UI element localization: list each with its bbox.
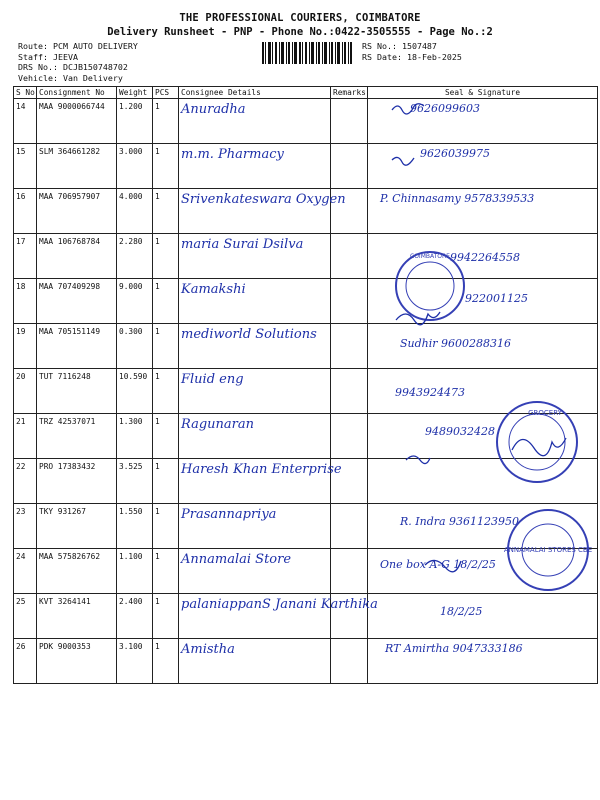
cell-consignee <box>179 549 331 594</box>
cell-pcs: 1 <box>153 369 179 414</box>
cell-sno: 24 <box>14 549 37 594</box>
cell-consignment: MAA 707409298 <box>37 279 117 324</box>
consignee-handwriting: Kamakshi <box>181 282 246 297</box>
col-header-sno: S No <box>14 87 37 99</box>
cell-consignee <box>179 99 331 144</box>
cell-pcs: 1 <box>153 504 179 549</box>
cell-remarks <box>331 144 368 189</box>
cell-consignee <box>179 414 331 459</box>
signature-handwriting: R. Indra 9361123950 <box>400 515 520 528</box>
table-row <box>14 99 598 144</box>
consignee-handwriting: Srivenkateswara Oxygen <box>181 192 346 207</box>
signature-handwriting: 9626039975 <box>420 147 490 160</box>
staff-label: Staff: JEEVA <box>18 51 78 62</box>
consignee-handwriting: Annamalai Store <box>181 552 292 567</box>
cell-sno: 21 <box>14 414 37 459</box>
cell-pcs: 1 <box>153 234 179 279</box>
cell-consignment: TUT 7116248 <box>37 369 117 414</box>
cell-consignment: MAA 706957907 <box>37 189 117 234</box>
cell-signature <box>368 144 598 189</box>
cell-consignee <box>179 504 331 549</box>
cell-pcs: 1 <box>153 324 179 369</box>
table-row <box>14 144 598 189</box>
col-header-consignment: Consignment No <box>37 87 117 99</box>
cell-consignment: TRZ 42537071 <box>37 414 117 459</box>
consignee-handwriting: Fluid eng <box>181 372 244 387</box>
cell-remarks <box>331 639 368 684</box>
cell-consignment: PRO 17383432 <box>37 459 117 504</box>
cell-weight: 1.550 <box>117 504 153 549</box>
signature-handwriting: 9626099603 <box>410 102 480 115</box>
signature-handwriting: RT Amirtha 9047333186 <box>385 642 523 655</box>
consignee-handwriting: Haresh Khan Enterprise <box>181 462 342 477</box>
drs-label: DRS No.: DCJB150748702 <box>18 62 128 72</box>
cell-signature <box>368 639 598 684</box>
signature-handwriting: P. Chinnasamy 9578339533 <box>380 192 535 205</box>
signature-handwriting: 922001125 <box>465 292 528 305</box>
cell-consignee <box>179 234 331 279</box>
table-row <box>14 504 598 549</box>
cell-sno: 14 <box>14 99 37 144</box>
barcode-icon <box>262 42 354 64</box>
consignee-handwriting: Ragunaran <box>181 417 254 432</box>
cell-sno: 18 <box>14 279 37 324</box>
table-row <box>14 459 598 504</box>
signature-handwriting: 9943924473 <box>395 386 465 399</box>
consignee-handwriting: Anuradha <box>181 102 246 117</box>
cell-sno: 20 <box>14 369 37 414</box>
table-header-row <box>14 87 598 99</box>
meta-left-block <box>18 41 138 83</box>
consignee-handwriting: palaniappanS Janani Karthika <box>181 597 378 612</box>
cell-sno: 25 <box>14 594 37 639</box>
rs-number-label: RS No.: 1507487 <box>362 41 437 51</box>
col-header-consignee: Consignee Details <box>179 87 331 99</box>
cell-sno: 19 <box>14 324 37 369</box>
cell-consignment: MAA 9000066744 <box>37 99 117 144</box>
cell-consignee <box>179 369 331 414</box>
stamp-2-text: GROCERY <box>528 409 562 417</box>
cell-signature <box>368 189 598 234</box>
cell-consignee <box>179 189 346 234</box>
cell-sno: 23 <box>14 504 37 549</box>
table-row <box>14 279 598 324</box>
cell-weight: 9.000 <box>117 279 153 324</box>
cell-consignment: MAA 106768784 <box>37 234 117 279</box>
table-row <box>14 234 598 279</box>
col-header-remarks: Remarks <box>331 87 368 99</box>
cell-weight: 3.525 <box>117 459 153 504</box>
cell-remarks <box>331 549 368 594</box>
signature-handwriting: 18/2/25 <box>440 605 483 618</box>
cell-pcs: 1 <box>153 279 179 324</box>
cell-consignment: SLM 364661282 <box>37 144 117 189</box>
table-row <box>14 549 598 594</box>
cell-pcs: 1 <box>153 189 179 234</box>
cell-remarks <box>331 279 368 324</box>
table-row <box>14 594 598 639</box>
signature-handwriting: 9942264558 <box>450 251 520 264</box>
cell-weight: 2.280 <box>117 234 153 279</box>
cell-remarks <box>331 414 368 459</box>
cell-weight: 3.100 <box>117 639 153 684</box>
cell-signature <box>368 549 598 594</box>
consignee-handwriting: Prasannapriya <box>181 507 277 522</box>
cell-weight: 3.000 <box>117 144 153 189</box>
cell-consignee <box>179 459 342 504</box>
cell-pcs: 1 <box>153 549 179 594</box>
meta-right-block <box>362 41 462 62</box>
signature-handwriting: 9489032428 <box>425 425 495 438</box>
cell-consignment: PDK 9000353 <box>37 639 117 684</box>
cell-signature <box>368 99 598 144</box>
cell-weight: 2.400 <box>117 594 153 639</box>
cell-weight: 1.200 <box>117 99 153 144</box>
table-row <box>14 414 598 459</box>
consignee-handwriting: mediworld Solutions <box>181 327 317 342</box>
col-header-seal: Seal & Signature <box>368 87 598 99</box>
vehicle-label: Vehicle: Van Delivery <box>18 72 123 83</box>
cell-consignment: TKY 931267 <box>37 504 117 549</box>
company-title: THE PROFESSIONAL COURIERS, COIMBATORE <box>179 12 421 24</box>
cell-consignee <box>179 279 331 324</box>
table-row <box>14 369 598 414</box>
cell-pcs: 1 <box>153 459 179 504</box>
table-row <box>14 324 598 369</box>
consignee-handwriting: maria Surai Dsilva <box>181 237 304 252</box>
cell-sno: 16 <box>14 189 37 234</box>
stamp-1-text: COIMBATORE <box>410 253 450 260</box>
cell-sno: 22 <box>14 459 37 504</box>
cell-signature <box>368 324 598 369</box>
route-label: Route: PCM AUTO DELIVERY <box>18 41 138 51</box>
cell-sno: 15 <box>14 144 37 189</box>
cell-consignment: MAA 705151149 <box>37 324 117 369</box>
cell-consignee <box>179 594 378 639</box>
cell-signature <box>368 504 598 549</box>
cell-consignment: KVT 3264141 <box>37 594 117 639</box>
cell-remarks <box>331 369 368 414</box>
runsheet-table <box>13 86 598 684</box>
stamp-3-text: ANNAMALAI STORES CBE <box>503 546 593 554</box>
cell-weight: 1.300 <box>117 414 153 459</box>
rs-date-label: RS Date: 18-Feb-2025 <box>362 51 462 62</box>
cell-weight: 0.300 <box>117 324 153 369</box>
consignee-handwriting: m.m. Pharmacy <box>181 147 284 162</box>
col-header-pcs: PCS <box>153 87 179 99</box>
cell-pcs: 1 <box>153 639 179 684</box>
col-header-weight: Weight <box>117 87 153 99</box>
cell-remarks <box>331 99 368 144</box>
cell-pcs: 1 <box>153 99 179 144</box>
cell-remarks <box>331 234 368 279</box>
cell-weight: 10.590 <box>117 369 153 414</box>
cell-weight: 4.000 <box>117 189 153 234</box>
cell-consignment: MAA 575826762 <box>37 549 117 594</box>
cell-signature <box>368 594 598 639</box>
table-row <box>14 639 598 684</box>
cell-pcs: 1 <box>153 414 179 459</box>
cell-signature <box>368 459 598 504</box>
runsheet-header <box>0 12 600 38</box>
cell-pcs: 1 <box>153 144 179 189</box>
cell-sno: 17 <box>14 234 37 279</box>
cell-signature <box>368 369 598 414</box>
signature-handwriting: Sudhir 9600288316 <box>400 337 512 350</box>
cell-consignee <box>179 639 331 684</box>
cell-signature <box>368 279 598 324</box>
cell-remarks <box>331 504 368 549</box>
cell-signature <box>368 234 598 279</box>
signature-handwriting: One box A-G 18/2/25 <box>380 558 496 571</box>
cell-signature <box>368 414 598 459</box>
cell-consignee <box>179 144 331 189</box>
cell-consignee <box>179 324 331 369</box>
runsheet-subtitle: Delivery Runsheet - PNP - Phone No.:0422-3505555 - Page No.:2 <box>107 26 493 38</box>
cell-remarks <box>331 324 368 369</box>
table-row <box>14 189 598 234</box>
cell-weight: 1.100 <box>117 549 153 594</box>
consignee-handwriting: Amistha <box>181 642 235 657</box>
cell-sno: 26 <box>14 639 37 684</box>
cell-pcs: 1 <box>153 594 179 639</box>
